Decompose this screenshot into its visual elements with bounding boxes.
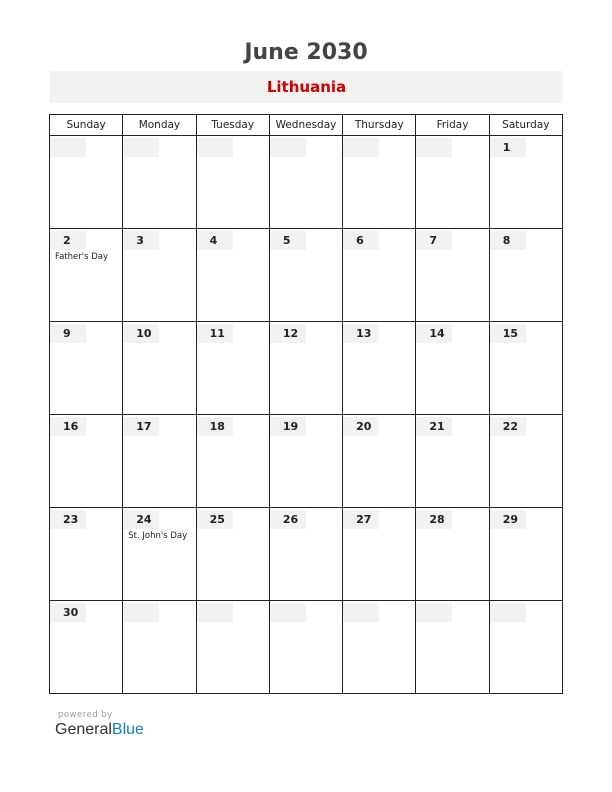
day-number-box — [270, 603, 306, 622]
day-number-box — [123, 603, 159, 622]
day-cell — [50, 415, 123, 508]
weekday-monday: Monday — [123, 115, 196, 136]
day-cell — [196, 136, 269, 229]
page-title: June 2030 — [244, 40, 368, 65]
day-cell — [123, 136, 196, 229]
powered-by: powered by — [58, 710, 113, 720]
weekday-friday: Friday — [416, 115, 489, 136]
day-number: 15 — [502, 327, 518, 340]
day-cell — [343, 322, 416, 415]
day-cell — [269, 322, 342, 415]
day-number: 26 — [282, 513, 299, 526]
day-number: 21 — [429, 420, 445, 433]
day-cell — [269, 601, 342, 694]
weekday-sunday: Sunday — [50, 115, 123, 136]
country-band — [50, 71, 563, 103]
day-cell — [343, 601, 416, 694]
day-number-box — [343, 138, 379, 157]
day-number: 19 — [282, 420, 299, 433]
day-number-box — [416, 603, 452, 622]
day-cell — [416, 229, 489, 322]
day-cell — [269, 136, 342, 229]
day-number: 5 — [282, 234, 291, 247]
day-cell — [123, 229, 196, 322]
day-cell — [489, 508, 562, 601]
day-cell — [489, 601, 562, 694]
day-number: 7 — [429, 234, 438, 247]
day-number-box — [270, 138, 306, 157]
day-number: 3 — [136, 234, 144, 247]
week-row — [50, 136, 563, 229]
day-number: 11 — [209, 327, 225, 340]
day-cell — [343, 508, 416, 601]
day-cell — [196, 322, 269, 415]
day-cell — [123, 415, 196, 508]
day-number: 9 — [63, 327, 71, 340]
week-row — [50, 601, 563, 694]
weekday-thursday: Thursday — [343, 115, 416, 136]
day-cell — [416, 601, 489, 694]
day-cell — [269, 415, 342, 508]
day-number: 20 — [356, 420, 372, 433]
day-cell — [489, 322, 562, 415]
day-number: 25 — [209, 513, 225, 526]
day-number: 8 — [502, 234, 511, 247]
day-cell — [343, 229, 416, 322]
day-number-box — [416, 138, 452, 157]
day-number: 29 — [502, 513, 518, 526]
day-number: 12 — [282, 327, 299, 340]
day-cell — [489, 136, 562, 229]
day-cell — [196, 229, 269, 322]
day-cell — [50, 136, 123, 229]
day-number-box — [197, 138, 233, 157]
day-number-box — [490, 603, 526, 622]
day-number: 6 — [356, 234, 364, 247]
day-number-box — [50, 138, 86, 157]
day-cell — [416, 415, 489, 508]
weekday-wednesday: Wednesday — [269, 115, 342, 136]
day-number: 17 — [136, 420, 152, 433]
day-cell — [196, 601, 269, 694]
country-name: Lithuania — [266, 78, 347, 96]
day-number: 22 — [502, 420, 518, 433]
day-cell — [489, 229, 562, 322]
week-row — [50, 322, 563, 415]
day-number: 13 — [356, 327, 372, 340]
day-cell — [50, 322, 123, 415]
week-row — [50, 229, 563, 322]
day-cell — [343, 415, 416, 508]
week-row — [50, 415, 563, 508]
day-cell — [269, 508, 342, 601]
day-number: 18 — [209, 420, 225, 433]
weekday-header-row — [50, 115, 563, 136]
day-number: 10 — [136, 327, 152, 340]
day-cell — [50, 508, 123, 601]
day-number: 2 — [63, 234, 71, 247]
day-number: 1 — [502, 141, 511, 154]
day-cell — [196, 415, 269, 508]
day-number: 27 — [356, 513, 372, 526]
day-cell — [416, 136, 489, 229]
day-number: 30 — [63, 606, 79, 619]
day-cell — [123, 508, 196, 601]
day-cell — [416, 322, 489, 415]
week-row — [50, 508, 563, 601]
day-number: 23 — [63, 513, 79, 526]
day-cell — [50, 601, 123, 694]
weekday-saturday: Saturday — [489, 115, 562, 136]
day-number-box — [197, 603, 233, 622]
day-number: 24 — [136, 513, 152, 526]
weekday-tuesday: Tuesday — [196, 115, 269, 136]
brand-blue: Blue — [111, 721, 144, 738]
day-cell — [343, 136, 416, 229]
day-cell — [196, 508, 269, 601]
day-cell — [416, 508, 489, 601]
day-number: 14 — [429, 327, 445, 340]
calendar-grid — [49, 114, 563, 694]
holiday-label: St. John's Day — [128, 531, 188, 541]
day-cell — [123, 601, 196, 694]
day-cell — [489, 415, 562, 508]
day-number-box — [343, 603, 379, 622]
day-cell — [50, 229, 123, 322]
day-number: 28 — [429, 513, 445, 526]
day-cell — [123, 322, 196, 415]
day-number: 4 — [209, 234, 218, 247]
brand-general: General — [55, 721, 112, 738]
brand-logo[interactable] — [55, 721, 144, 739]
day-number: 16 — [63, 420, 79, 433]
day-cell — [269, 229, 342, 322]
holiday-label: Father's Day — [55, 252, 109, 262]
day-number-box — [123, 138, 159, 157]
